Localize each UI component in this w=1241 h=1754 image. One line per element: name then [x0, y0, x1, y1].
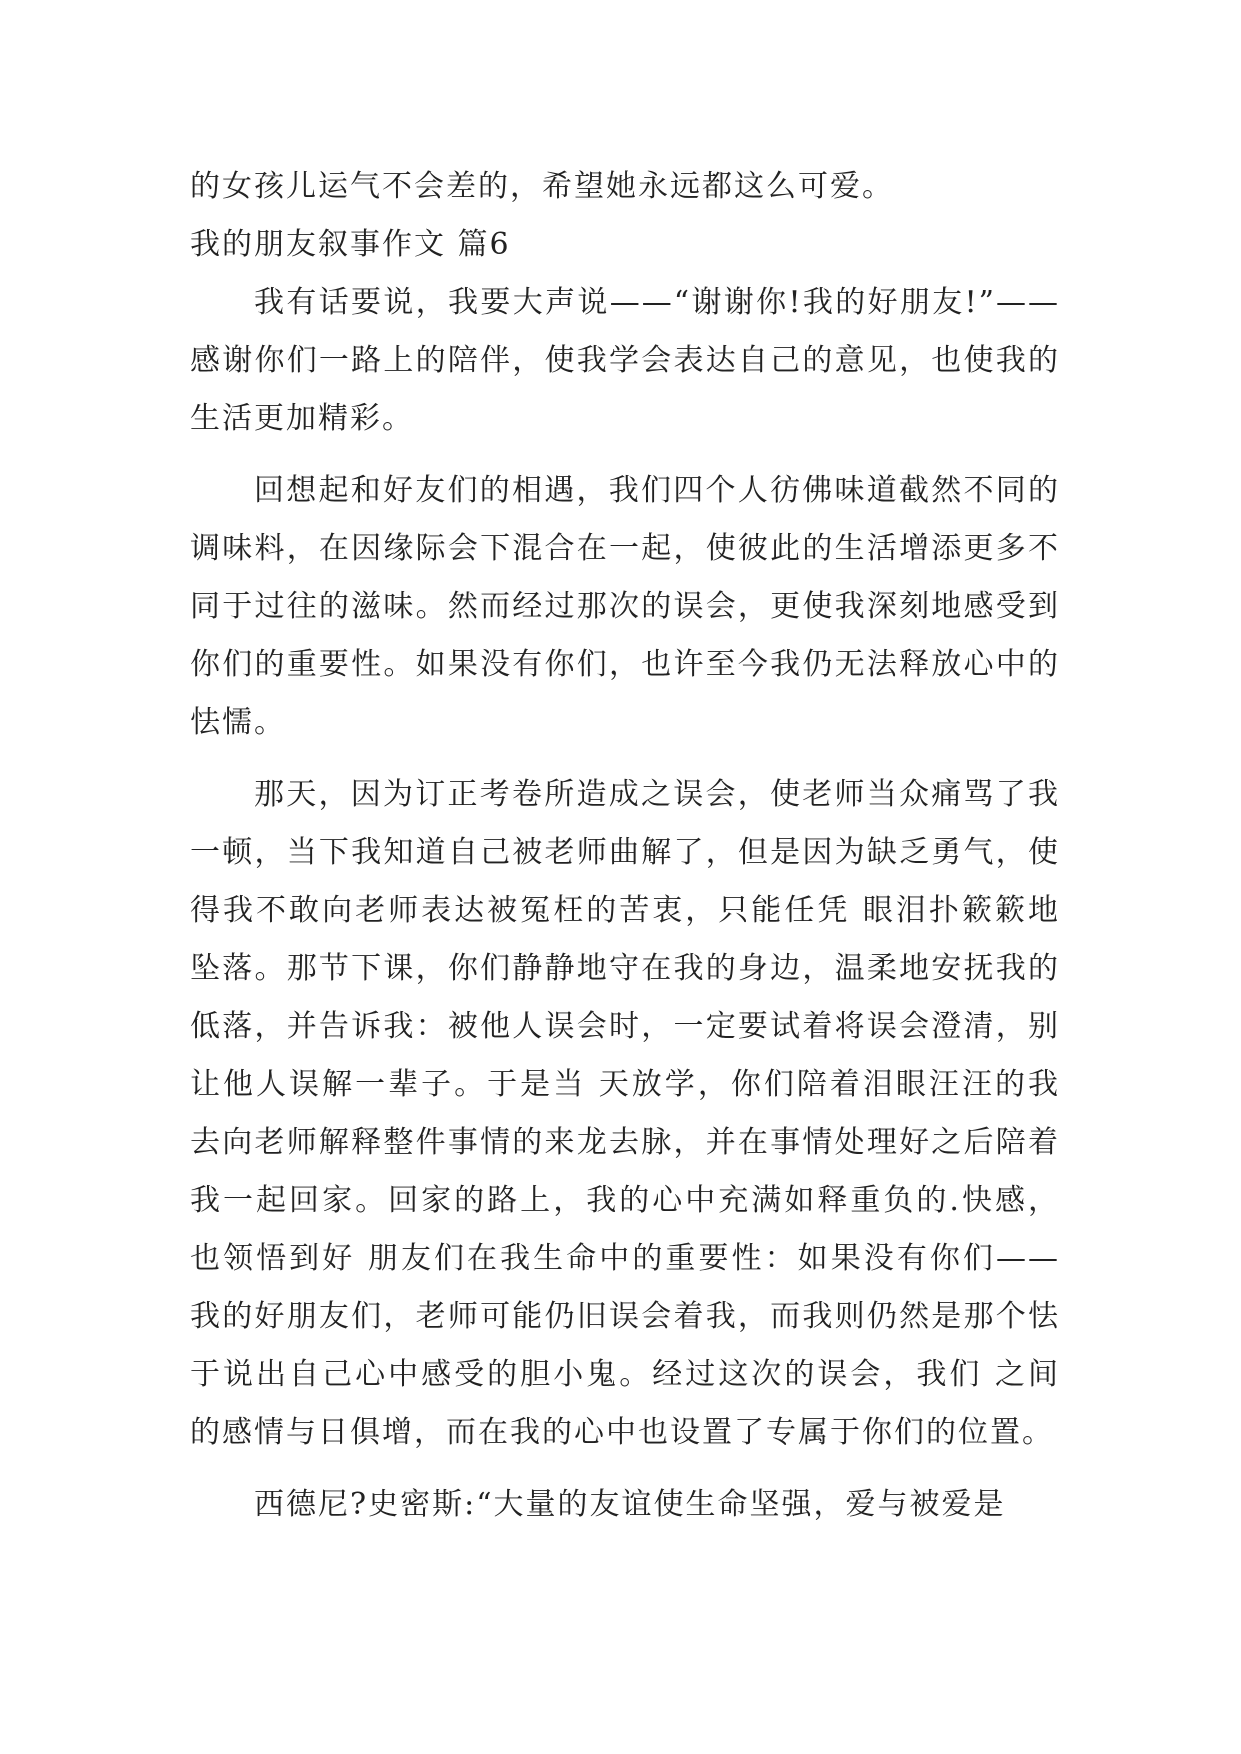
- document-body: [190, 158, 1060, 1534]
- paragraph-2: 回想起和好友们的相遇，我们四个人彷佛味道截然不同的调味料，在因缘际会下混合在一起，使彼此的生活增添更多不同于过往的滋味。然而经过那次的误会，更使我深刻地感受到你们的重要性。如果没有你们，也许至今我仍无法释放心中的怯懦。: [190, 473, 1060, 740]
- paragraph-1: 我有话要说，我要大声说——“谢谢你!我的好朋友!”——感谢你们一路上的陪伴，使我学会表达自己的意见，也使我的生活更加精彩。: [190, 285, 1060, 436]
- continuation-text: 的女孩儿运气不会差的，希望她永远都这么可爱。: [190, 169, 894, 204]
- paragraph-4: 西德尼?史密斯:“大量的友谊使生命坚强，爱与被爱是: [254, 1487, 1006, 1522]
- paragraph-3: 那天，因为订正考卷所造成之误会，使老师当众痛骂了我一顿，当下我知道自己被老师曲解了，但是因为缺乏勇气，使得我不敢向老师表达被冤枉的苦衷，只能任凭 眼泪扑簌簌地坠落。那节下课，你们静静地守在我的身边，温柔地安抚我的低落，并告诉我：被他人误会时，一定要试着将误会澄清，别让他人误解一辈子。于是当 天放学，你们陪着泪眼汪汪的我去向老师解释整件事情的来龙去脉，并在事情处理好之后陪着我一起回家。回家的路上，我的心中充满如释重负的.快感，也领悟到好 朋友们在我生命中的重要性：如果没有你们——我的好朋友们，老师可能仍旧误会着我，而我则仍然是那个怯于说出自己心中感受的胆小鬼。经过这次的误会，我们 之间的感情与日俱增，而在我的心中也设置了专属于你们的位置。: [190, 777, 1060, 1450]
- section-heading: 我的朋友叙事作文 篇6: [190, 227, 511, 262]
